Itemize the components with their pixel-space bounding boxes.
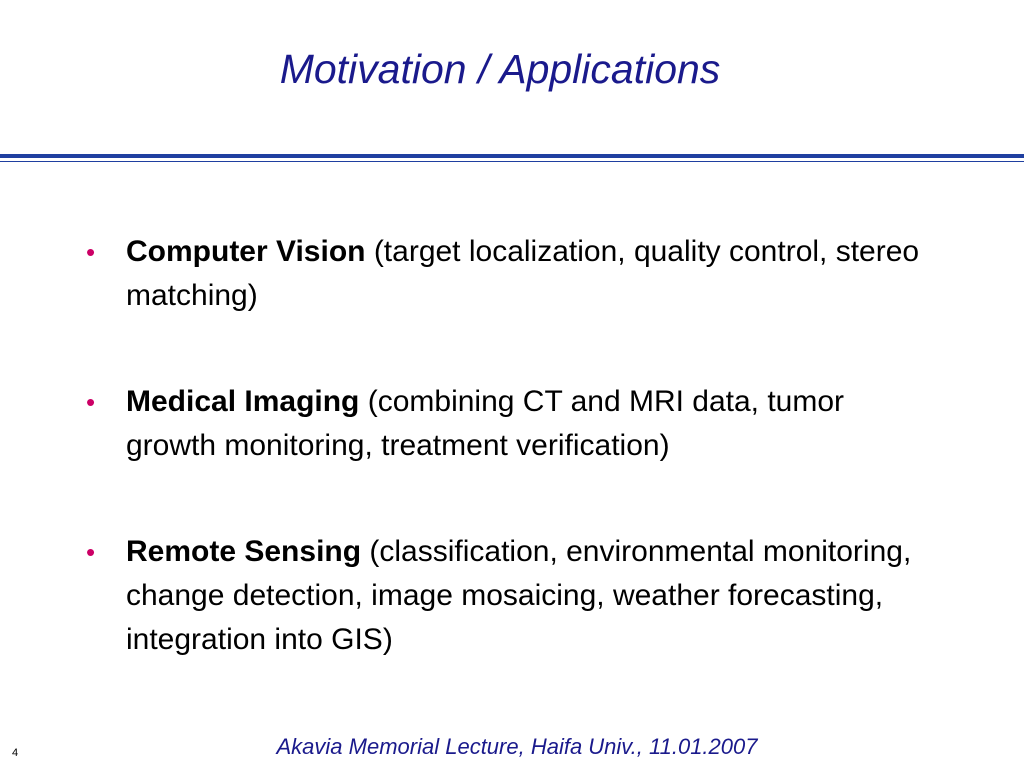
bullet-computer-vision [0,230,926,318]
bullet-medical-imaging [0,380,926,468]
bullet-marker: • [86,537,96,567]
bullet-heading: Remote Sensing [126,535,370,568]
bullet-heading: Computer Vision [126,235,374,268]
bullet-list [0,230,1024,662]
bullet-detail: (classification, environmental monitoring, change detection, image mosaicing, weather forecasting, integration into GIS) [126,535,912,656]
title-divider-thin [0,161,1024,162]
bullet-detail: (combining CT and MRI data, tumor growth monitoring, treatment verification) [126,385,845,462]
slide-footer: Akavia Memorial Lecture, Haifa Univ., 11.01.2007 [276,734,758,759]
bullet-marker: • [86,387,96,417]
page-number: 4 [12,747,19,759]
bullet-detail: (target localization, quality control, stereo matching) [126,235,920,312]
bullet-heading: Medical Imaging [126,385,368,418]
bullet-remote-sensing [0,530,926,662]
title-divider-thick [0,154,1024,158]
slide-title: Motivation / Applications [279,46,721,92]
bullet-marker: • [86,237,96,267]
